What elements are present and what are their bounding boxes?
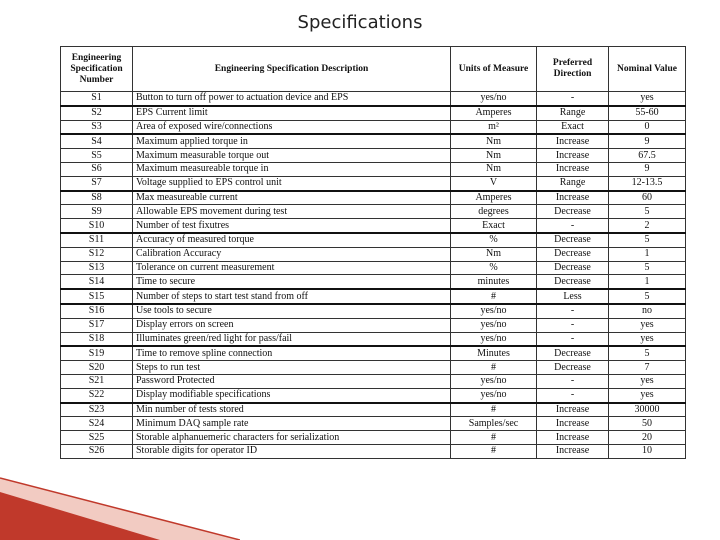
- header-units: Units of Measure: [451, 47, 537, 92]
- spec-direction: -: [537, 219, 609, 233]
- spec-units: Amperes: [451, 106, 537, 120]
- table-row: [61, 92, 686, 106]
- spec-direction: Decrease: [537, 346, 609, 360]
- spec-number: S18: [61, 332, 133, 346]
- spec-description: Maximum measurable torque out: [133, 149, 451, 163]
- spec-direction: Increase: [537, 191, 609, 205]
- spec-direction: Increase: [537, 417, 609, 431]
- spec-number: S17: [61, 318, 133, 332]
- spec-number: S6: [61, 162, 133, 176]
- spec-units: Nm: [451, 149, 537, 163]
- spec-direction: Exact: [537, 120, 609, 134]
- spec-nominal-value: 60: [609, 191, 686, 205]
- spec-description: Storable alphanuemeric characters for serialization: [133, 431, 451, 445]
- header-spec-description: Engineering Specification Description: [133, 47, 451, 92]
- spec-nominal-value: 5: [609, 233, 686, 247]
- spec-direction: -: [537, 332, 609, 346]
- table-row: [61, 403, 686, 417]
- table-row: [61, 149, 686, 163]
- spec-direction: -: [537, 304, 609, 318]
- spec-number: S24: [61, 417, 133, 431]
- spec-direction: Increase: [537, 444, 609, 458]
- spec-number: S25: [61, 431, 133, 445]
- spec-nominal-value: 1: [609, 247, 686, 261]
- spec-nominal-value: 10: [609, 444, 686, 458]
- spec-nominal-value: yes: [609, 332, 686, 346]
- spec-number: S14: [61, 275, 133, 289]
- spec-units: minutes: [451, 275, 537, 289]
- spec-direction: Decrease: [537, 205, 609, 219]
- table-row: [61, 120, 686, 134]
- spec-units: Minutes: [451, 346, 537, 360]
- table-row: [61, 388, 686, 402]
- table-row: [61, 247, 686, 261]
- spec-direction: Increase: [537, 431, 609, 445]
- spec-nominal-value: 12-13.5: [609, 176, 686, 190]
- spec-direction: -: [537, 92, 609, 106]
- spec-number: S19: [61, 346, 133, 360]
- spec-units: yes/no: [451, 388, 537, 402]
- spec-description: Display errors on screen: [133, 318, 451, 332]
- spec-direction: Decrease: [537, 233, 609, 247]
- spec-units: m²: [451, 120, 537, 134]
- spec-direction: Decrease: [537, 275, 609, 289]
- table-row: [61, 191, 686, 205]
- spec-units: yes/no: [451, 92, 537, 106]
- specifications-table: [60, 46, 686, 459]
- spec-direction: Range: [537, 106, 609, 120]
- spec-units: #: [451, 444, 537, 458]
- spec-units: Nm: [451, 247, 537, 261]
- spec-nominal-value: 55-60: [609, 106, 686, 120]
- header-direction: Preferred Direction: [537, 47, 609, 92]
- spec-direction: Decrease: [537, 261, 609, 275]
- spec-units: yes/no: [451, 374, 537, 388]
- spec-units: degrees: [451, 205, 537, 219]
- spec-description: Voltage supplied to EPS control unit: [133, 176, 451, 190]
- spec-number: S4: [61, 134, 133, 148]
- spec-units: Exact: [451, 219, 537, 233]
- spec-nominal-value: 50: [609, 417, 686, 431]
- spec-description: Number of test fixutres: [133, 219, 451, 233]
- spec-nominal-value: 5: [609, 346, 686, 360]
- table-row: [61, 332, 686, 346]
- spec-number: S7: [61, 176, 133, 190]
- spec-description: Allowable EPS movement during test: [133, 205, 451, 219]
- spec-units: Amperes: [451, 191, 537, 205]
- table-body: [61, 92, 686, 459]
- spec-units: %: [451, 261, 537, 275]
- header-nominal-value: Nominal Value: [609, 47, 686, 92]
- spec-nominal-value: 0: [609, 120, 686, 134]
- spec-description: Number of steps to start test stand from off: [133, 289, 451, 304]
- spec-direction: Increase: [537, 149, 609, 163]
- spec-nominal-value: 1: [609, 275, 686, 289]
- table-row: [61, 417, 686, 431]
- spec-nominal-value: yes: [609, 388, 686, 402]
- table-row: [61, 134, 686, 148]
- spec-number: S12: [61, 247, 133, 261]
- spec-description: Storable digits for operator ID: [133, 444, 451, 458]
- spec-units: yes/no: [451, 332, 537, 346]
- spec-description: Time to secure: [133, 275, 451, 289]
- spec-units: Samples/sec: [451, 417, 537, 431]
- spec-units: yes/no: [451, 304, 537, 318]
- spec-description: Tolerance on current measurement: [133, 261, 451, 275]
- spec-description: Button to turn off power to actuation device and EPS: [133, 92, 451, 106]
- table-row: [61, 261, 686, 275]
- spec-units: #: [451, 289, 537, 304]
- table-header-row: [61, 47, 686, 92]
- spec-description: Display modifiable specifications: [133, 388, 451, 402]
- spec-units: #: [451, 361, 537, 375]
- table-row: [61, 361, 686, 375]
- spec-nominal-value: 2: [609, 219, 686, 233]
- spec-number: S5: [61, 149, 133, 163]
- spec-units: yes/no: [451, 318, 537, 332]
- spec-nominal-value: 20: [609, 431, 686, 445]
- spec-number: S23: [61, 403, 133, 417]
- table-row: [61, 176, 686, 190]
- table-row: [61, 219, 686, 233]
- spec-number: S20: [61, 361, 133, 375]
- spec-nominal-value: 9: [609, 162, 686, 176]
- table-row: [61, 275, 686, 289]
- spec-nominal-value: 5: [609, 289, 686, 304]
- spec-direction: Range: [537, 176, 609, 190]
- spec-units: V: [451, 176, 537, 190]
- table-row: [61, 318, 686, 332]
- spec-description: EPS Current limit: [133, 106, 451, 120]
- spec-nominal-value: 67.5: [609, 149, 686, 163]
- spec-number: S8: [61, 191, 133, 205]
- spec-nominal-value: 9: [609, 134, 686, 148]
- spec-direction: Increase: [537, 162, 609, 176]
- spec-description: Maximum applied torque in: [133, 134, 451, 148]
- spec-description: Time to remove spline connection: [133, 346, 451, 360]
- spec-description: Maximum measureable torque in: [133, 162, 451, 176]
- spec-units: #: [451, 403, 537, 417]
- spec-number: S13: [61, 261, 133, 275]
- table-row: [61, 346, 686, 360]
- table-row: [61, 205, 686, 219]
- spec-description: Minimum DAQ sample rate: [133, 417, 451, 431]
- spec-direction: Decrease: [537, 361, 609, 375]
- spec-direction: -: [537, 388, 609, 402]
- slide-title: Specifications: [297, 12, 423, 33]
- spec-number: S9: [61, 205, 133, 219]
- spec-nominal-value: yes: [609, 318, 686, 332]
- spec-nominal-value: yes: [609, 374, 686, 388]
- spec-units: Nm: [451, 134, 537, 148]
- spec-description: Accuracy of measured torque: [133, 233, 451, 247]
- spec-number: S1: [61, 92, 133, 106]
- spec-nominal-value: yes: [609, 92, 686, 106]
- spec-description: Area of exposed wire/connections: [133, 120, 451, 134]
- spec-description: Use tools to secure: [133, 304, 451, 318]
- header-spec-number: Engineering Specification Number: [61, 47, 133, 92]
- spec-number: S11: [61, 233, 133, 247]
- spec-number: S16: [61, 304, 133, 318]
- corner-decoration: [0, 440, 240, 540]
- table-row: [61, 289, 686, 304]
- table-row: [61, 233, 686, 247]
- spec-nominal-value: 5: [609, 261, 686, 275]
- spec-units: #: [451, 431, 537, 445]
- spec-direction: -: [537, 374, 609, 388]
- spec-description: Min number of tests stored: [133, 403, 451, 417]
- table-row: [61, 162, 686, 176]
- spec-description: Calibration Accuracy: [133, 247, 451, 261]
- spec-direction: Less: [537, 289, 609, 304]
- spec-description: Password Protected: [133, 374, 451, 388]
- spec-number: S2: [61, 106, 133, 120]
- table-row: [61, 304, 686, 318]
- table-row: [61, 106, 686, 120]
- spec-description: Illuminates green/red light for pass/fail: [133, 332, 451, 346]
- spec-number: S3: [61, 120, 133, 134]
- spec-nominal-value: no: [609, 304, 686, 318]
- spec-direction: -: [537, 318, 609, 332]
- spec-direction: Increase: [537, 403, 609, 417]
- spec-number: S10: [61, 219, 133, 233]
- spec-number: S15: [61, 289, 133, 304]
- spec-direction: Decrease: [537, 247, 609, 261]
- spec-number: S21: [61, 374, 133, 388]
- spec-direction: Increase: [537, 134, 609, 148]
- spec-number: S22: [61, 388, 133, 402]
- spec-units: %: [451, 233, 537, 247]
- spec-nominal-value: 30000: [609, 403, 686, 417]
- table-row: [61, 374, 686, 388]
- spec-description: Steps to run test: [133, 361, 451, 375]
- spec-units: Nm: [451, 162, 537, 176]
- spec-nominal-value: 7: [609, 361, 686, 375]
- spec-nominal-value: 5: [609, 205, 686, 219]
- spec-description: Max measureable current: [133, 191, 451, 205]
- spec-number: S26: [61, 444, 133, 458]
